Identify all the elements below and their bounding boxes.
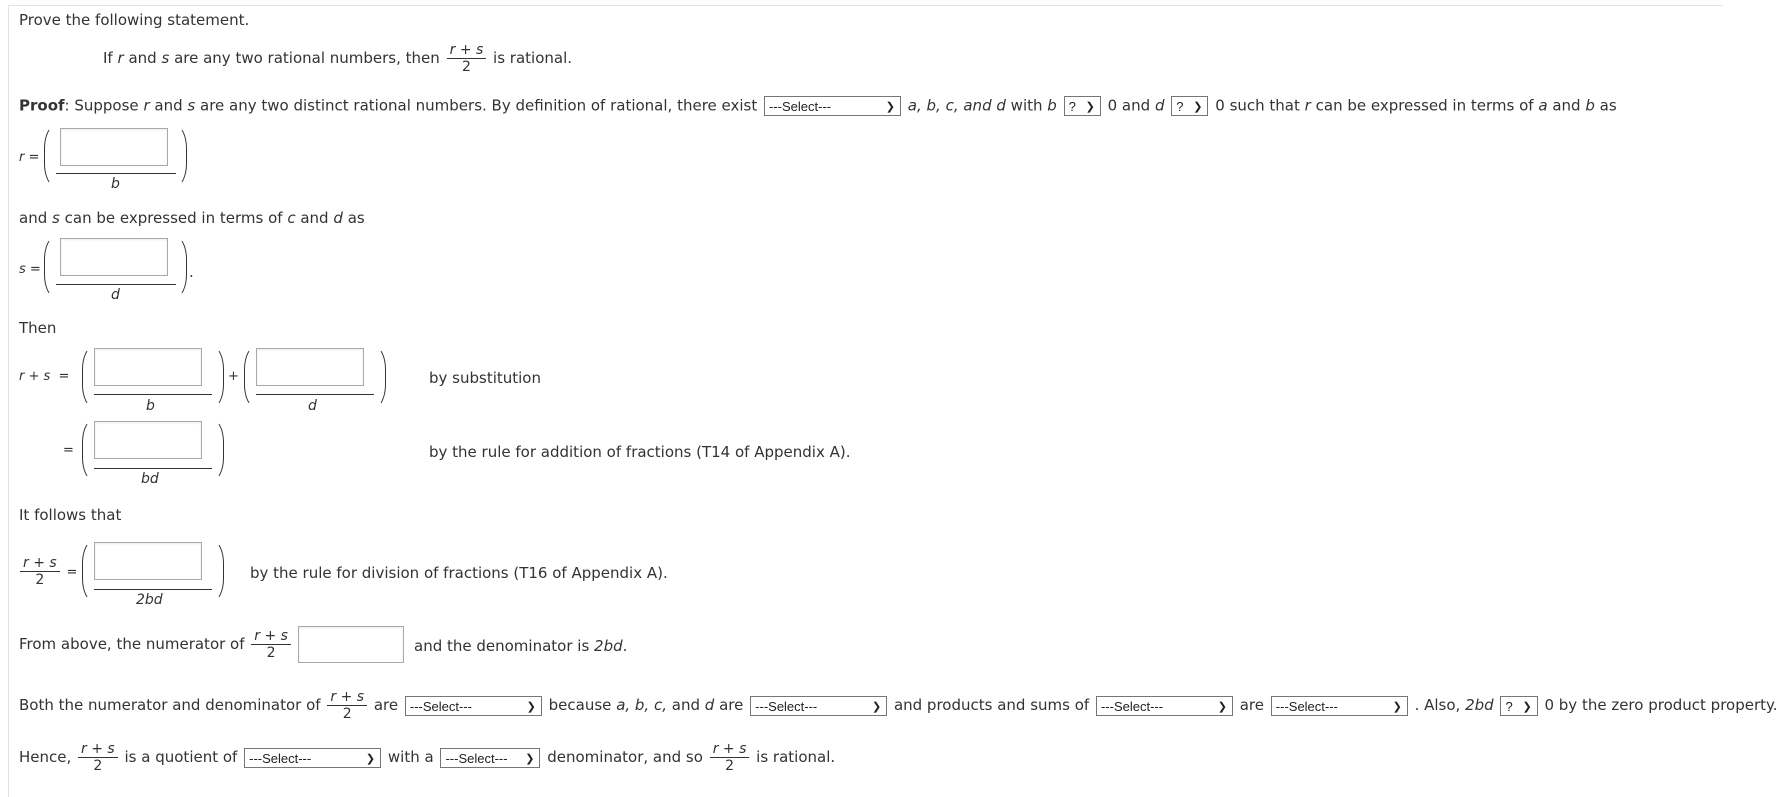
- r-plus-s-label: r + s =: [19, 369, 70, 384]
- chevron-down-icon: ❯: [525, 752, 535, 765]
- chevron-down-icon: ❯: [365, 752, 376, 765]
- variables-type-select[interactable]: ---Select--- ❯: [750, 696, 887, 716]
- intro-text: Prove the following statement.: [19, 11, 250, 29]
- numerator-line: From above, the numerator of $\frac{r + s}{2}$: [19, 628, 310, 661]
- quotient-numerator-input[interactable]: [94, 542, 202, 580]
- s-expression-line: and s can be expressed in terms of c and d as: [19, 209, 365, 227]
- left-paren: [82, 540, 94, 602]
- fraction-bar: [56, 173, 176, 174]
- sum-first-numerator-input[interactable]: [94, 348, 202, 386]
- fraction-bar: [94, 589, 212, 590]
- equals-sign: =: [63, 443, 74, 458]
- chevron-down-icon: ❯: [1522, 700, 1532, 713]
- question-frame: [8, 5, 1723, 797]
- integers-select[interactable]: ---Select--- ❯: [764, 96, 901, 116]
- two-bd-relation-select[interactable]: ? ❯: [1500, 696, 1537, 716]
- chevron-down-icon: ❯: [1392, 700, 1402, 713]
- fraction-bar: [94, 468, 212, 469]
- left-paren: [244, 346, 256, 408]
- fraction-bar: [94, 394, 212, 395]
- quotient-of-select[interactable]: ---Select--- ❯: [244, 748, 381, 768]
- fraction-bar: [56, 284, 176, 285]
- denominator-text: and the denominator is 2bd.: [414, 637, 628, 655]
- chevron-down-icon: ❯: [1193, 101, 1203, 113]
- by-substitution: by substitution: [429, 369, 541, 387]
- left-paren: [44, 125, 56, 187]
- numerator-input[interactable]: [298, 626, 404, 663]
- d-relation-select[interactable]: ? ❯: [1171, 96, 1208, 116]
- bd-denominator: bd: [141, 471, 159, 487]
- products-type-select[interactable]: ---Select--- ❯: [1271, 696, 1408, 716]
- chevron-down-icon: ❯: [871, 700, 882, 713]
- left-paren: [82, 346, 94, 408]
- both-line: Both the numerator and denominator of $\frac{r + s}{2}$ are ---Select--- ❯ because a, b, c, and d are ---Select--- ❯ and products and sums of ---Select--- ❯ are ---Select--- ❯ . Also, 2bd ? ❯ 0 by the zero product property.: [19, 689, 1778, 723]
- denominator-type-select[interactable]: ---Select--- ❯: [440, 748, 540, 768]
- period: .: [189, 263, 194, 281]
- sum-second-numerator-input[interactable]: [256, 348, 364, 386]
- left-paren: [44, 236, 56, 298]
- then-label: Then: [19, 319, 57, 337]
- by-addition-rule: by the rule for addition of fractions (T14 of Appendix A).: [429, 443, 851, 461]
- s-equals-label: s =: [19, 262, 41, 277]
- statement-fraction: $\frac{r + s}{2}$: [447, 42, 487, 75]
- b-relation-select[interactable]: ? ❯: [1064, 96, 1101, 116]
- sum-combined-numerator-input[interactable]: [94, 421, 202, 459]
- r-equals-label: r =: [19, 150, 40, 165]
- plus-sign: +: [228, 369, 239, 384]
- chevron-down-icon: ❯: [885, 101, 896, 113]
- s-numerator-input[interactable]: [60, 238, 168, 276]
- left-paren: [82, 419, 94, 481]
- half-sum-label: $\frac{r + s}{2}$ =: [18, 555, 77, 588]
- first-denominator: b: [146, 398, 155, 414]
- two-bd-denominator: 2bd: [136, 592, 163, 608]
- by-division-rule: by the rule for division of fractions (T16 of Appendix A).: [250, 564, 668, 582]
- numerator-type-select[interactable]: ---Select--- ❯: [405, 696, 542, 716]
- chevron-down-icon: ❯: [526, 700, 536, 713]
- chevron-down-icon: ❯: [1217, 700, 1227, 713]
- hence-line: Hence, $\frac{r + s}{2}$ is a quotient of ---Select--- ❯ with a ---Select--- ❯ denominator, and so $\frac{r + s}{2}$ is rational.: [19, 741, 836, 775]
- proof-line: Proof: Suppose r and s are any two distinct rational numbers. By definition of rational, there exist ---Select--- ❯ a, b, c, and d with b ? ❯ 0 and d ? ❯ 0 such that r can be expressed in terms of a and b as: [19, 96, 1617, 115]
- fraction-bar: [256, 394, 374, 395]
- statement: If r and s are any two rational numbers, then $\frac{r + s}{2}$ is rational.: [103, 42, 573, 76]
- chevron-down-icon: ❯: [1085, 101, 1095, 113]
- products-of-select[interactable]: ---Select--- ❯: [1096, 696, 1233, 716]
- second-denominator: d: [308, 398, 317, 414]
- s-denominator: d: [111, 287, 120, 303]
- r-denominator: b: [111, 176, 120, 192]
- r-numerator-input[interactable]: [60, 128, 168, 166]
- follows-label: It follows that: [19, 506, 122, 524]
